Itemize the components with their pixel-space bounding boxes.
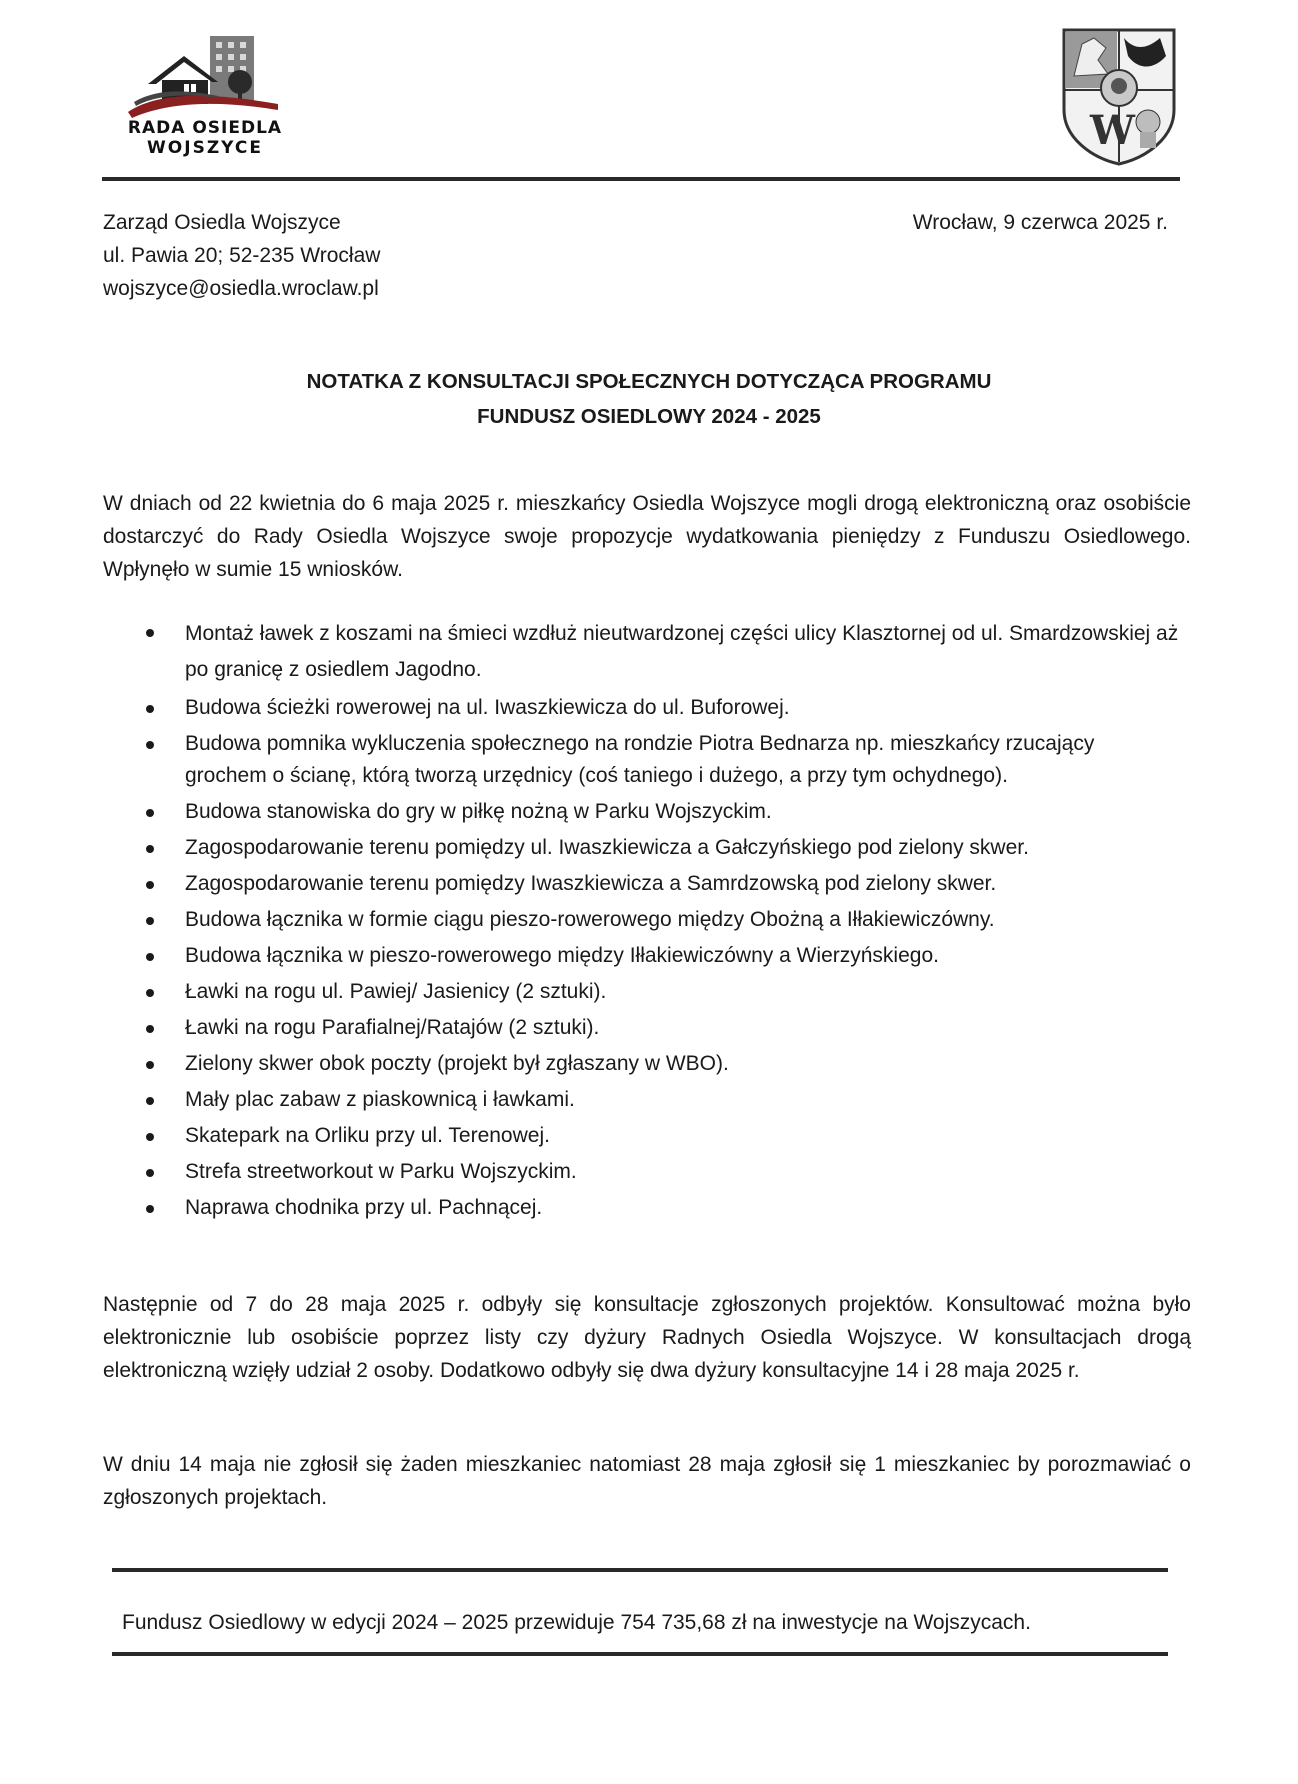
- document-title: [0, 364, 1298, 434]
- bullet-icon: [146, 989, 154, 997]
- bullet-icon: [146, 741, 154, 749]
- sender-block: [103, 206, 380, 305]
- attendance-paragraph: W dniu 14 maja nie zgłosił się żaden mieszkaniec natomiast 28 maja zgłosił się 1 mieszkaniec by porozmawiać o zgłoszonych projektach.: [103, 1453, 1191, 1509]
- list-item: Naprawa chodnika przy ul. Pachnącej.: [140, 1192, 1180, 1224]
- wroclaw-coat-of-arms-icon: [1060, 26, 1178, 166]
- list-item: Budowa łącznika w formie ciągu pieszo-rowerowego między Obożną a Iłłakiewiczówny.: [140, 904, 1180, 936]
- title-line-2: FUNDUSZ OSIEDLOWY 2024 - 2025: [477, 405, 821, 428]
- list-item: Budowa stanowiska do gry w piłkę nożną w Parku Wojszyckim.: [140, 796, 1180, 828]
- logo-title: RADA OSIEDLA: [127, 118, 283, 138]
- list-item: Budowa pomnika wykluczenia społecznego na rondzie Piotra Bednarza np. mieszkańcy rzucający grochem o ścianę, którą tworzą urzędnicy (coś taniego i dużego, a przy tym ochydnego).: [140, 728, 1180, 792]
- proposals-list: [140, 616, 1180, 1228]
- sender-name: Zarząd Osiedla Wojszyce: [103, 211, 341, 234]
- sender-email: wojszyce@osiedla.wroclaw.pl: [103, 277, 379, 300]
- bullet-icon: [146, 917, 154, 925]
- bullet-icon: [146, 1133, 154, 1141]
- footer-divider-top: [112, 1568, 1168, 1572]
- bullet-icon: [146, 1025, 154, 1033]
- footer-divider-bottom: [112, 1652, 1168, 1656]
- title-line-1: NOTATKA Z KONSULTACJI SPOŁECZNYCH DOTYCZĄCA PROGRAMU: [306, 370, 992, 393]
- list-item: Zagospodarowanie terenu pomiędzy Iwaszkiewicza a Samrdzowską pod zielony skwer.: [140, 868, 1180, 900]
- rada-osiedla-logo: [106, 32, 306, 162]
- list-item: Zielony skwer obok poczty (projekt był zgłaszany w WBO).: [140, 1048, 1180, 1080]
- bullet-icon: [146, 809, 154, 817]
- bullet-icon: [146, 1205, 154, 1213]
- list-item: Budowa łącznika w pieszo-rowerowego między Iłłakiewiczówny a Wierzyńskiego.: [140, 940, 1180, 972]
- bullet-icon: [146, 705, 154, 713]
- bullet-icon: [146, 1097, 154, 1105]
- sender-address: ul. Pawia 20; 52-235 Wrocław: [103, 244, 381, 267]
- intro-paragraph: W dniach od 22 kwietnia do 6 maja 2025 r. mieszkańcy Osiedla Wojszyce mogli drogą elektroniczną oraz osobiście dostarczyć do Rady Osiedla Wojszyce swoje propozycje wydatkowania pieniędzy z Funduszu Osiedlowego. Wpłynęło w sumie 15 wniosków.: [103, 492, 1191, 581]
- bullet-icon: [146, 953, 154, 961]
- document-date: Wrocław, 9 czerwca 2025 r.: [912, 211, 1168, 234]
- list-item: Zagospodarowanie terenu pomiędzy ul. Iwaszkiewicza a Gałczyńskiego pod zielony skwer.: [140, 832, 1180, 864]
- list-item: Strefa streetworkout w Parku Wojszyckim.: [140, 1156, 1180, 1188]
- list-item: Ławki na rogu Parafialnej/Ratajów (2 sztuki).: [140, 1012, 1180, 1044]
- list-item: Budowa ścieżki rowerowej na ul. Iwaszkiewicza do ul. Buforowej.: [140, 692, 1180, 724]
- bullet-icon: [146, 881, 154, 889]
- budget-note: Fundusz Osiedlowy w edycji 2024 – 2025 przewiduje 754 735,68 zł na inwestycje na Wojszycach.: [122, 1611, 1031, 1634]
- house-logo-icon: [128, 32, 278, 118]
- consultation-paragraph: Następnie od 7 do 28 maja 2025 r. odbyły się konsultacje zgłoszonych projektów. Konsultować można było elektronicznie lub osobiście poprzez listy czy dyżury Radnych Osiedla Wojszyce. W konsultacjach drogą elektroniczną wzięły udział 2 osoby. Dodatkowo odbyły się dwa dyżury konsultacyjne 14 i 28 maja 2025 r.: [103, 1293, 1191, 1382]
- svg-text:W: W: [1090, 107, 1135, 154]
- list-item: Skatepark na Orliku przy ul. Terenowej.: [140, 1120, 1180, 1152]
- bullet-icon: [146, 629, 154, 637]
- bullet-icon: [146, 1061, 154, 1069]
- logo-subtitle: WOJSZYCE: [147, 138, 263, 158]
- list-item: Mały plac zabaw z piaskownicą i ławkami.: [140, 1084, 1180, 1116]
- bullet-icon: [146, 845, 154, 853]
- list-item: Ławki na rogu ul. Pawiej/ Jasienicy (2 sztuki).: [140, 976, 1180, 1008]
- list-item: Montaż ławek z koszami na śmieci wzdłuż nieutwardzonej części ulicy Klasztornej od ul. Smardzowskiej aż po granicę z osiedlem Jagodno.: [140, 616, 1180, 688]
- bullet-icon: [146, 1169, 154, 1177]
- header-divider: [102, 177, 1180, 181]
